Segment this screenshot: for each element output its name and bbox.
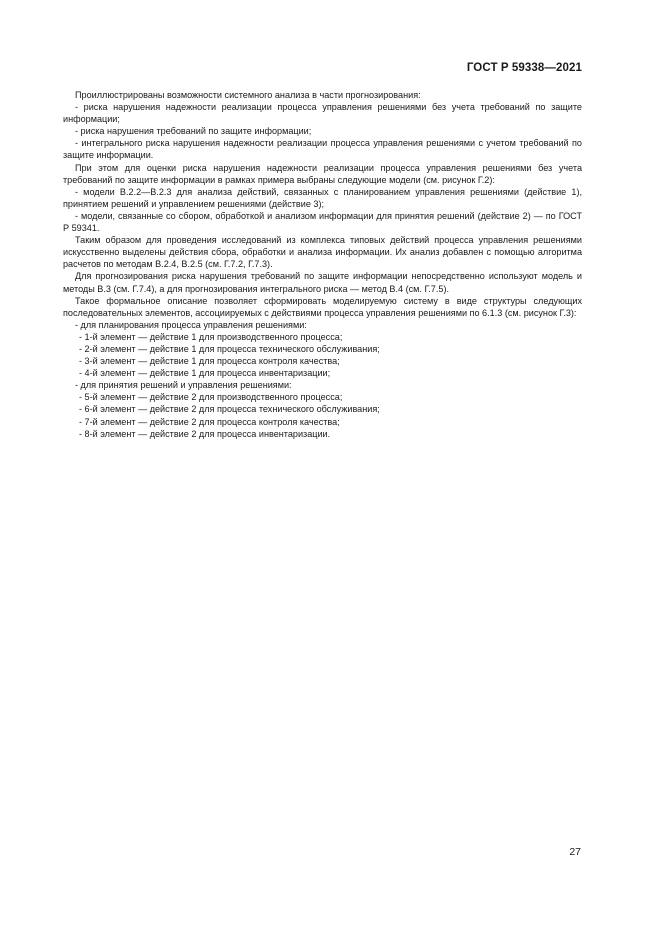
list-item: - 1-й элемент — действие 1 для производственного процесса; (79, 331, 343, 342)
paragraph: При этом для оценки риска нарушения надежности реализации процесса управления решениями без учета требований по защите информации в рамках примера выбраны следующие модели (см. рисунок Г.2): (63, 162, 582, 185)
paragraph: - риска нарушения требований по защите информации; (75, 126, 312, 137)
list-group-title: - для принятия решений и управления решениями: (75, 380, 292, 391)
document-header-standard: ГОСТ Р 59338—2021 (466, 62, 582, 74)
list-item: - 5-й элемент — действие 2 для производственного процесса; (79, 392, 343, 403)
paragraph: Для прогнозирования риска нарушения требований по защите информации непосредственно используют модель и методы В.3 (см. Г.7.4), а для прогнозирования интегрального риска — метод В.4 (см. Г.7.5). (63, 271, 582, 294)
list-item: - 8-й элемент — действие 2 для процесса инвентаризации. (79, 428, 331, 439)
paragraph: Таким образом для проведения исследований из комплекса типовых действий процесса управления решениями искусственно выделены действия сбора, обработки и анализа информации. Их анализ добавлен с помощью алгоритма расчетов по методам В.2.4, В.2.5 (см. Г.7.2, Г.7.3). (63, 235, 582, 270)
list-item: - 2-й элемент — действие 1 для процесса технического обслуживания; (79, 343, 380, 354)
list-item: - 3-й элемент — действие 1 для процесса контроля качества; (79, 356, 340, 367)
list-item: - 6-й элемент — действие 2 для процесса технического обслуживания; (79, 404, 380, 415)
paragraph: - модели В.2.2—В.2.3 для анализа действий, связанных с планированием управления решениями (действие 1), принятием решений и управлением решениями (действие 3); (63, 186, 582, 209)
paragraph: Проиллюстрированы возможности системного анализа в части прогнозирования: (75, 90, 421, 100)
paragraph: - модели, связанные со сбором, обработкой и анализом информации для принятия решений (действие 2) — по ГОСТ Р 59341. (63, 210, 582, 234)
list-item: - 7-й элемент — действие 2 для процесса контроля качества; (79, 416, 340, 427)
list-group-title: - для планирования процесса управления решениями: (75, 319, 307, 330)
page-number: 27 (569, 846, 581, 858)
paragraph: Такое формальное описание позволяет сформировать моделируемую систему в виде структуры следующих последовательных элементов, ассоциируемых с действиями процесса управления решениями по 6.1.3 (см. рисунок Г.3): (63, 295, 582, 318)
document-body (63, 89, 582, 440)
paragraph: - риска нарушения надежности реализации процесса управления решениями без учета требований по защите информации; (63, 102, 582, 125)
paragraph: - интегрального риска нарушения надежности реализации процесса управления решениями с учетом требований по защите информации. (63, 138, 582, 161)
list-item: - 4-й элемент — действие 1 для процесса инвентаризации; (79, 368, 331, 379)
